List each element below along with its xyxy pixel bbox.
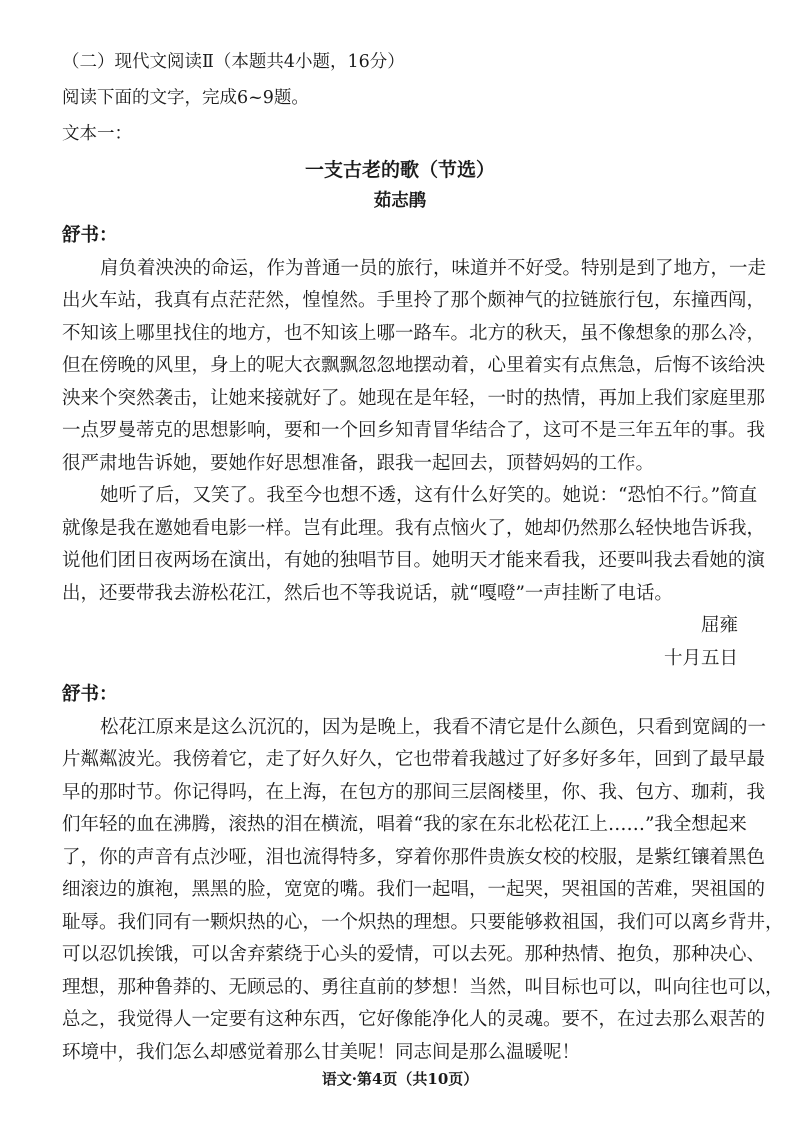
text-line: 了，你的声音有点沙哑，泪也流得特多，穿着你那件贵族女校的校服，是紫红镶着黑色 — [62, 846, 766, 868]
text-line: 出，还要带我去游松花江，然后也不等我说话，就“嘎噔”一声挂断了电话。 — [62, 582, 673, 604]
text-line: 理想，那种鲁莽的、无顾忌的、勇往直前的梦想！当然，叫目标也可以，叫向往也可以， — [62, 976, 784, 998]
letter1-paragraph1 — [62, 253, 767, 481]
text-line: 泱来个突然袭击，让她来接就好了。她现在是年轻，一时的热情，再加上我们家庭里那 — [62, 387, 766, 409]
exam-page — [62, 44, 784, 1069]
letter1-paragraph2 — [62, 480, 766, 610]
text-line: 肩负着泱泱的命运，作为普通一员的旅行，味道并不好受。特别是到了地方，一走 — [100, 257, 767, 279]
section-heading: （二）现代文阅读Ⅱ（本题共4小题，16分） — [62, 52, 405, 72]
text-line: 说他们团日夜两场在演出，有她的独唱节目。她明天才能来看我，还要叫我去看她的演 — [62, 550, 766, 571]
text-line: 细滚边的旗袍，黑黑的脸，宽宽的嘴。我们一起唱，一起哭，哭祖国的苦难，哭祖国的 — [62, 879, 766, 900]
text-line: 不知该上哪里找住的地方，也不知该上哪一路车。北方的秋天，虽不像想象的那么冷， — [62, 322, 766, 344]
article-author: 茹志鹃 — [373, 191, 427, 211]
letter1-date: 十月五日 — [663, 647, 738, 669]
page-footer: 语文·第4页（共10页） — [321, 1070, 479, 1088]
text-line: 可以忍饥挨饿，可以舍弃萦绕于心头的爱情，可以去死。那种热情、抱负，那种决心、 — [62, 944, 766, 965]
text-line: 环境中，我们怎么却感觉着那么甘美呢！同志间是那么温暖呢！ — [62, 1041, 581, 1063]
text-line: 很严肃地告诉她，要她作好思想准备，跟我一起回去，顶替妈妈的工作。 — [62, 452, 655, 474]
text-line: 耻辱。我们同有一颗炽热的心，一个炽热的理想。只要能够救祖国，我们可以离乡背井， — [62, 911, 784, 933]
text-line: 早的那时节。你记得吗，在上海，在包方的那间三层阁楼里，你、我、包方、珈莉，我 — [62, 781, 766, 803]
text-line: 松花江原来是这么沉沉的，因为是晚上，我看不清它是什么颜色，只看到宽阔的一 — [100, 716, 767, 738]
text-label: 文本一： — [62, 124, 132, 144]
letter2-salutation: 舒书： — [62, 684, 118, 705]
letter1-signature: 屈雍 — [700, 615, 738, 636]
text-line: 出火车站，我真有点茫茫然，惶惶然。手里拎了那个颇神气的拉链旅行包，东撞西闯， — [62, 290, 766, 311]
instruction: 阅读下面的文字，完成6~9题。 — [62, 88, 309, 108]
text-line: 片粼粼波光。我傍着它，走了好久好久，它也带着我越过了好多好多年，回到了最早最 — [62, 749, 766, 770]
text-line: 总之，我觉得人一定要有这种东西，它好像能净化人的灵魂。要不，在过去那么艰苦的 — [62, 1009, 766, 1030]
text-line: 一点罗曼蒂克的思想影响，要和一个回乡知青冒华结合了，这可不是三年五年的事。我 — [62, 420, 766, 441]
letter2-paragraph1 — [62, 712, 784, 1070]
text-line: 们年轻的血在沸腾，滚热的泪在横流，唱着“我的家在东北松花江上……”我全想起来 — [62, 814, 747, 835]
article-title: 一支古老的歌（节选） — [304, 159, 495, 181]
text-line: 就像是我在邀她看电影一样。岂有此理。我有点恼火了，她却仍然那么轻快地告诉我， — [62, 517, 766, 539]
text-line: 但在傍晚的风里，身上的呢大衣飘飘忽忽地摆动着，心里着实有点焦急，后悔不该给泱 — [62, 355, 766, 376]
text-line: 她听了后，又笑了。我至今也想不透，这有什么好笑的。她说：“恐怕不行。”简直 — [100, 485, 758, 506]
letter1-salutation: 舒书： — [62, 225, 118, 246]
